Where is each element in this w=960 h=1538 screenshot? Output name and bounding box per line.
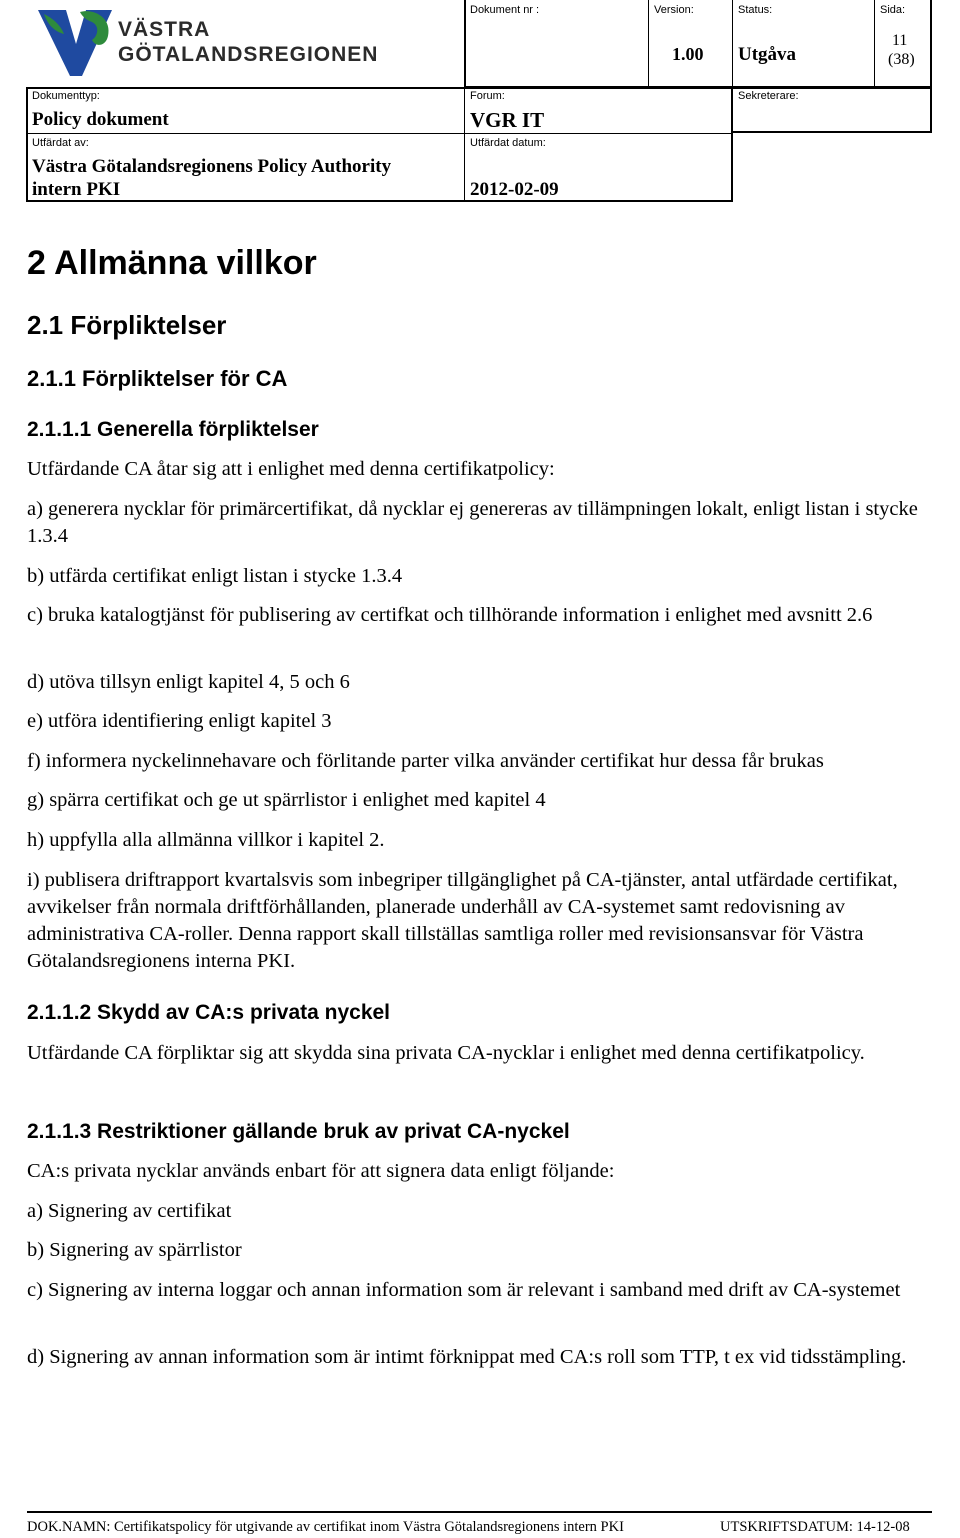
version-value: 1.00	[672, 44, 704, 64]
section-3-title: 2.1.1.3 Restriktioner gällande bruk av privat CA-nyckel	[27, 1120, 570, 1143]
footer-divider	[27, 1511, 932, 1513]
list-item: i) publisera driftrapport kvartalsvis som inbegriper tillgänglighet på CA-tjänster, antal utfärdade certifikat, avvikelser från normala driftförhållanden, planerade underhåll av CA-systemet samt redovisning av administrativa CA-roller. Denna rapport skall tillställas samtliga roller med revisionsansvar för Västra Götalandsregionens interna PKI.	[27, 869, 898, 972]
dokument-nr-label: Dokument nr :	[470, 4, 540, 16]
section-1-title: 2.1.1.1 Generella förpliktelser	[27, 418, 319, 441]
footer-doc-name: DOK.NAMN: Certifikatspolicy för utgivande av certifikat inom Västra Götalandsregionens intern PKI	[27, 1519, 624, 1535]
list-item: h) uppfylla alla allmänna villkor i kapitel 2.	[27, 829, 385, 851]
utfardat-datum-value: 2012-02-09	[470, 179, 559, 200]
list-item: b) utfärda certifikat enligt listan i stycke 1.3.4	[27, 565, 403, 587]
sida-value: 11	[892, 32, 908, 49]
status-label: Status:	[738, 4, 773, 16]
utfardat-av-value-2: intern PKI	[32, 179, 121, 200]
list-item: b) Signering av spärrlistor	[27, 1239, 242, 1261]
section-3-intro: CA:s privata nycklar används enbart för att signera data enligt följande:	[27, 1160, 615, 1182]
sida-label: Sida:	[880, 4, 906, 16]
logo-text-line1: VÄSTRA	[118, 18, 211, 41]
status-value: Utgåva	[738, 44, 797, 65]
section-1-intro: Utfärdande CA åtar sig att i enlighet med denna certifikatpolicy:	[27, 458, 555, 480]
utfardat-av-label: Utfärdat av:	[32, 137, 89, 149]
list-item: g) spärra certifikat och ge ut spärrlistor i enlighet med kapitel 4	[27, 789, 546, 811]
list-item: c) Signering av interna loggar och annan information som är relevant i samband med drift av CA-systemet	[27, 1279, 901, 1301]
dokumenttyp-value: Policy dokument	[32, 109, 169, 130]
list-item: a) Signering av certifikat	[27, 1200, 232, 1222]
list-item: a) generera nycklar för primärcertifikat, då nycklar ej genereras av tillämpningen lokalt, enligt listan i stycke 1.3.4	[27, 498, 918, 547]
section-2-text: Utfärdande CA förpliktar sig att skydda sina privata CA-nycklar i enlighet med denna certifikatpolicy.	[27, 1042, 865, 1064]
utfardat-datum-label: Utfärdat datum:	[470, 137, 546, 149]
logo-text-line2: GÖTALANDSREGIONEN	[118, 43, 379, 66]
section-2-title: 2.1.1.2 Skydd av CA:s privata nyckel	[27, 1001, 391, 1024]
forum-label: Forum:	[470, 90, 505, 102]
footer-print-date: UTSKRIFTSDATUM: 14-12-08	[720, 1519, 910, 1535]
list-item: d) Signering av annan information som är intimt förknippat med CA:s roll som TTP, t ex vid tidsstämpling.	[27, 1346, 907, 1368]
heading-2: 2.1 Förpliktelser	[27, 310, 227, 340]
vgr-logo	[36, 8, 381, 80]
forum-value: VGR IT	[470, 108, 545, 132]
list-item: c) bruka katalogtjänst för publisering av certifkat och tillhörande information i enlighet med avsnitt 2.6	[27, 604, 873, 626]
version-label: Version:	[654, 4, 694, 16]
list-item: f) informera nyckelinnehavare och förlitande parter vilka använder certifikat hur dessa får brukas	[27, 750, 824, 772]
vgr-logo-mark-icon	[36, 8, 114, 80]
doc-info-box	[26, 87, 733, 202]
sida-total: (38)	[888, 51, 915, 68]
sekreterare-label: Sekreterare:	[738, 90, 799, 102]
list-item: e) utföra identifiering enligt kapitel 3	[27, 710, 332, 732]
heading-3: 2.1.1 Förpliktelser för CA	[27, 366, 288, 391]
dokumenttyp-label: Dokumenttyp:	[32, 90, 100, 102]
utfardat-av-value-1: Västra Götalandsregionens Policy Authority	[32, 156, 392, 177]
list-item: d) utöva tillsyn enligt kapitel 4, 5 och 6	[27, 671, 350, 693]
heading-1: 2 Allmänna villkor	[27, 244, 317, 282]
